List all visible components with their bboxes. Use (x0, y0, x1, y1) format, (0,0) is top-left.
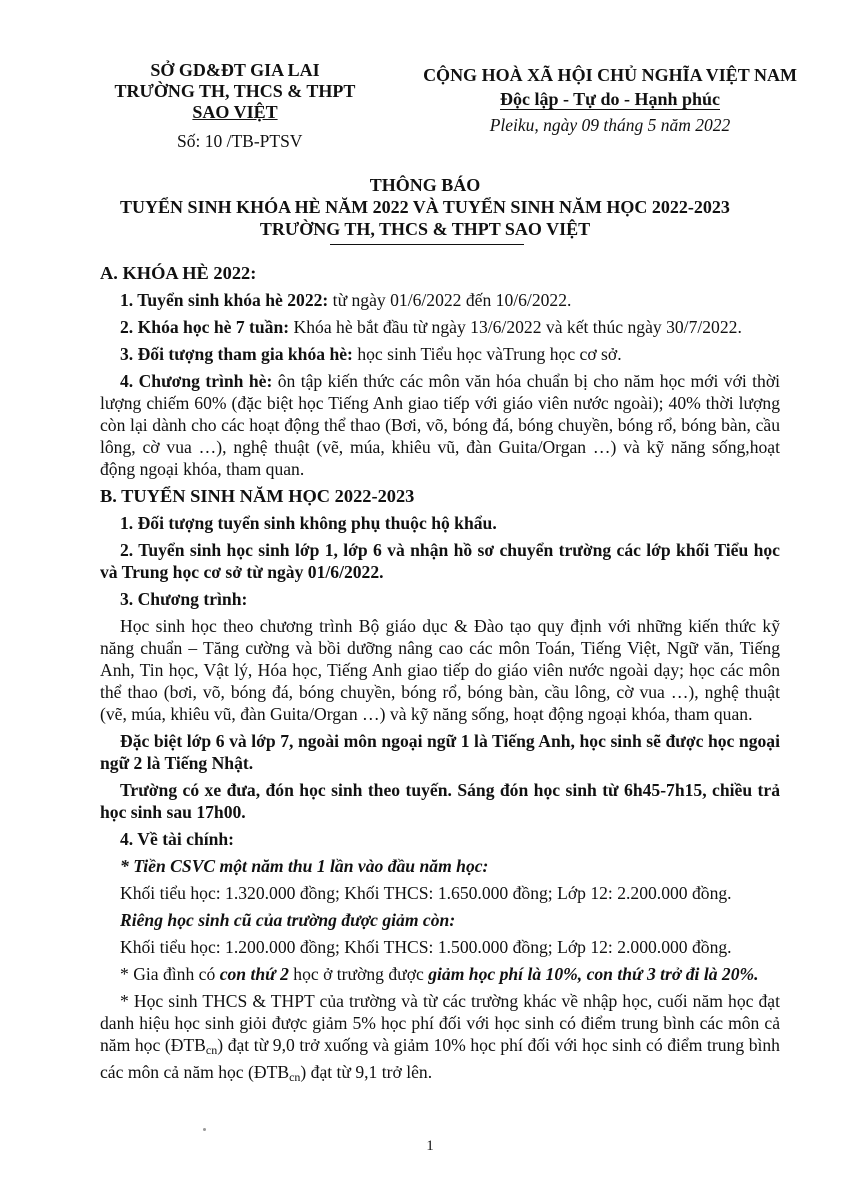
org-line-3: SAO VIỆT (192, 102, 278, 122)
issuing-organization (110, 60, 360, 123)
section-b-item-3-heading: 3. Chương trình: (120, 589, 248, 609)
facility-fee-line: Khối tiểu học: 1.320.000 đồng; Khối THCS: 1.650.000 đồng; Lớp 12: 2.200.000 đồng. (120, 883, 732, 903)
title-line-2: TUYỂN SINH KHÓA HÈ NĂM 2022 VÀ TUYỂN SINH NĂM HỌC 2022-2023 (120, 197, 730, 217)
section-b-item-1: 1. Đối tượng tuyển sinh không phụ thuộc hộ khẩu. (120, 513, 497, 533)
page-number: 1 (426, 1138, 434, 1154)
issue-date: Pleiku, ngày 09 tháng 5 năm 2022 (489, 115, 731, 135)
title-line-1: THÔNG BÁO (369, 175, 481, 195)
section-a-heading: A. KHÓA HÈ 2022: (100, 263, 257, 283)
title-underline (330, 244, 524, 245)
section-b-program-text: Học sinh học theo chương trình Bộ giáo dục & Đào tạo quy định với những kiến thức kỹ năng chuẩn – Tăng cường và bồi dưỡng nâng cao các môn Toán, Tiếng Việt, Ngữ văn, Tiếng Anh, Tin học, Vật lý, Hóa học, Tiếng Anh giao tiếp do giáo viên nước ngoài dạy; học các môn thể thao (bơi, võ, bóng đá, bóng chuyền, bóng rổ, bóng bàn, cầu lông, cờ vua …), nghệ thuật (vẽ, múa, khiêu vũ, đàn Guita/Organ …) và kỹ năng sống, hoạt động ngoại khóa, tham quan. (100, 616, 780, 724)
section-a-item-1: 1. Tuyển sinh khóa hè 2022: từ ngày 01/6/2022 đến 10/6/2022. (120, 290, 572, 310)
language-note: Đặc biệt lớp 6 và lớp 7, ngoài môn ngoại ngữ 1 là Tiếng Anh, học sinh sẽ được học ngoại ngữ 2 là Tiếng Nhật. (100, 731, 780, 773)
merit-discount: * Học sinh THCS & THPT của trường và từ các trường khác về nhập học, cuối năm học đạt danh hiệu học sinh giỏi được giảm 5% học phí đối với học sinh có điểm trung bình các môn cả năm học $(ĐTB_{cn})$ đạt từ 9,0 trở xuống và giảm 10% học phí đối với học sinh có điểm trung bình các môn cả năm học $(ĐTB_{cn})$ đạt từ 9,1 trở lên. (100, 991, 780, 1084)
nation-name: CỘNG HOÀ XÃ HỘI CHỦ NGHĨA VIỆT NAM (423, 65, 797, 85)
sibling-discount: * Gia đình có con thứ 2 học ở trường được giảm học phí là 10%, con thứ 3 trở đi là 20%. (120, 964, 759, 984)
section-a-item-2: 2. Khóa học hè 7 tuần: Khóa hè bắt đầu từ ngày 13/6/2022 và kết thúc ngày 30/7/2022. (120, 317, 742, 337)
section-a-item-4: 4. Chương trình hè: ôn tập kiến thức các môn văn hóa chuẩn bị cho năm học mới với thời lượng chiếm 60% (đặc biệt học Tiếng Anh giao tiếp với giáo viên nước ngoài); 40% thời lượng còn lại dành cho các hoạt động thể thao (Bơi, võ, bóng đá, bóng chuyền, bóng rổ, bóng bàn, cầu lông, cờ vua …), nghệ thuật (vẽ, múa, khiêu vũ, đàn Guita/Organ …) và kỹ năng sống,hoạt động ngoại khóa, tham quan. (100, 371, 781, 479)
school-bus-note: Trường có xe đưa, đón học sinh theo tuyến. Sáng đón học sinh từ 6h45-7h15, chiều trả học sinh sau 17h00. (100, 780, 780, 822)
section-b-heading: B. TUYỂN SINH NĂM HỌC 2022-2023 (100, 486, 415, 506)
document-body (100, 262, 780, 1093)
section-b-item-4-heading: 4. Về tài chính: (120, 829, 235, 849)
section-a-item-3: 3. Đối tượng tham gia khóa hè: học sinh Tiểu học vàTrung học cơ sở. (120, 344, 622, 364)
document-title (40, 174, 810, 240)
org-line-2: TRƯỜNG TH, THCS & THPT (114, 81, 356, 101)
returning-student-heading: Riêng học sinh cũ của trường được giảm còn: (120, 910, 456, 930)
national-header (400, 63, 820, 111)
section-b-item-2: 2. Tuyển sinh học sinh lớp 1, lớp 6 và nhận hồ sơ chuyển trường các lớp khối Tiểu học và Trung học cơ sở từ ngày 01/6/2022. (100, 540, 780, 582)
returning-student-fee-line: Khối tiểu học: 1.200.000 đồng; Khối THCS: 1.500.000 đồng; Lớp 12: 2.000.000 đồng. (120, 937, 732, 957)
scan-dot (203, 1128, 206, 1131)
title-line-3: TRƯỜNG TH, THCS & THPT SAO VIỆT (259, 219, 591, 239)
document-number: Số: 10 /TB-PTSV (177, 131, 303, 151)
national-motto: Độc lập - Tự do - Hạnh phúc (499, 89, 721, 109)
org-line-1: SỞ GD&ĐT GIA LAI (150, 60, 320, 80)
facility-fee-heading: * Tiền CSVC một năm thu 1 lần vào đầu năm học: (120, 856, 489, 876)
